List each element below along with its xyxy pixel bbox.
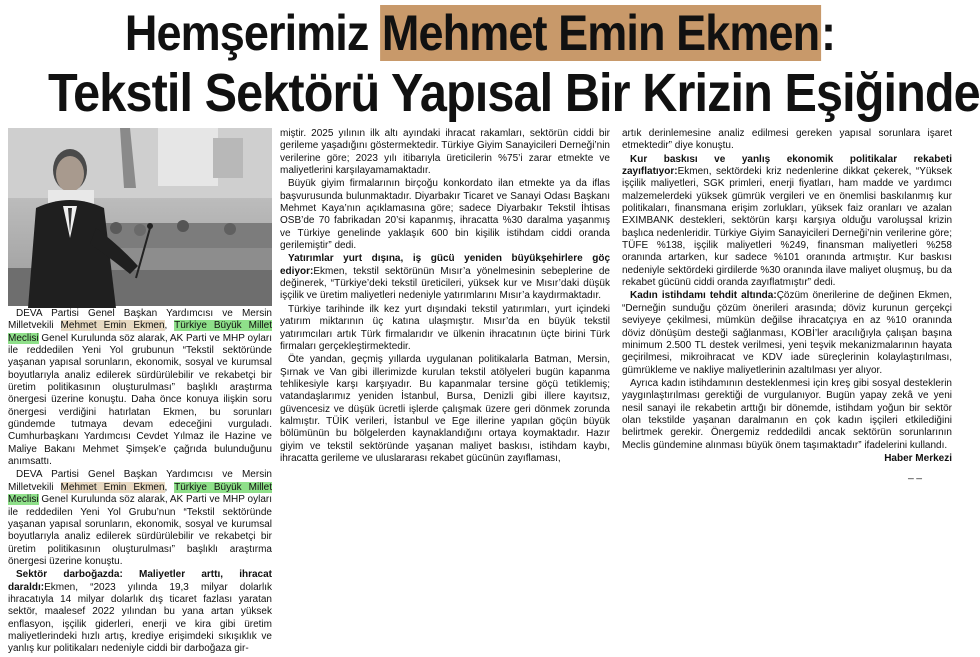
text: Ekmen, “2023 yılında 19,3 milyar dolarlık ihracatıyla 14 milyar dolarlık dış ticaret fazlası yaratan sektör, maalesef 2022 yılından bu yana artan yüksek enflasyon, işçilik giderleri, enerji ve kira gibi üretim maliyetlerindeki hızlı artış, krediye erişimdeki sıkışıklık ve yanlış kur politikaları nedeniyle ciddi bir darboğaza gir- — [8, 581, 272, 655]
paragraph: Büyük giyim firmalarının birçoğu konkordato ilan etmekte ya da iflas başvurusunda bulunmaktadır. Diyarbakır Ticaret ve Sanayi Odası Başkanı Mehmet Kaya’nın açıklamasına göre; sadece Diyarbakır Tekstil İhtisas OSB’de 70 fabrikadan 20’si kapanmış, ihracatta %30 daralma yaşanmış ve Türkiye genelinde yaklaşık 600 bin kişilik istihdam ciddi oranda gerilemiştir” dedi. — [280, 178, 610, 252]
headline-line-1 — [48, 5, 912, 61]
column-2 — [280, 128, 610, 466]
byline: Haber Merkezi — [884, 452, 952, 464]
subheading: Kur baskısı ve yanlış ekonomik politikalar rekabeti zayıflatıyor: — [622, 153, 952, 178]
text: Ekmen, sektördeki kriz nedenlerine dikkat çekerek, “Yüksek işçilik maliyetleri, SGK primleri, enerji fiyatları, ham madde ve yardımcı malzemelerdeki yüksek gümrük vergileri ve en önemlisi baskılanmış kur politikaları, finansmana erişim zorlukları, yüksek faiz oranları ve azalan EXIMBANK destekleri, sektörün karşı karşıya olduğu varoluşsal krizin başlıca nedenleridir. Türkiye Giyim Sanayicileri Derneği’nin verilerine göre; TÜFE %138, işçilik maliyetleri %249, finansman maliyetleri %258 oranında artarken, kur sadece %101 oranında artmıştır. Kur baskısı nedeniyle sektördeki girdilerde %30 oranında ilave maliyet oluşmuş, bu da rekabet gücünü ciddi oranda zayıflatmıştır” dedi. — [622, 166, 952, 289]
text: Genel Kurulunda söz alarak, AK Parti ve MHP oyları ile reddedilen Yeni Yol Grubu’nun “Tekstil sektöründe yaşanan yapısal sorunların, ekonomik, sosyal ve kurumsal boyutlarıyla analiz edilerek sürdürülebilir ve rekabetçi bir üretim politikasının oluşturulması” başlıklı araştırma önergesi üzerine konuştu. — [8, 494, 272, 567]
text: , — [164, 320, 175, 332]
headline-colon: : — [821, 5, 836, 61]
headline-highlighted-name: Mehmet Emin Ekmen — [381, 5, 820, 61]
text: Çözüm önerilerine de değinen Ekmen, “Derneğin sunduğu çözüm önerileri arasında; döviz kurunun gerçekçi seviyeye çekilmesi, mümkün değilse ihracatçıya en az %10 oranında döviz dönüşüm desteği sağlanması, KOBİ’ler aracılığıyla çalışan başına minimum 2.500 TL destek verilmesi, yeni teşvik mekanizmalarının hayata geçirilmesi, mikroihracat ve KDV iade süreçlerinin kolaylaştırılması, gümrükleme ve nakliye maliyetlerinin azaltılması yer alıyor. — [622, 290, 952, 376]
subheading: Yatırımlar yurt dışına, iş gücü yeniden büyükşehirlere göç ediyor: — [280, 253, 610, 277]
text: DEVA Partisi Genel Başkan Yardımcısı ve Mersin Milletvekili — [8, 469, 272, 493]
text: Genel Kurulunda söz alarak, AK Parti ve MHP oyları ile reddedilen Yeni Yol grubunun “Tekstil sektöründe yaşanan yapısal sorunların, ekonomik, sosyal ve kurumsal boyutlarıyla analiz edilerek sürdürülebilir ve rekabetçi bir üretim politikasının oluşturulması” başlıklı araştırma önergesi üzerine konuştu. Daha önce konuya ilişkin soru önergesi verdiğini hatırlatan Ekmen, bu sorunları gündemde tutmaya devam edeceğini vurguladı. Cumhurbaşkanı Yardımcısı Cevdet Yılmaz ile Hazine ve Maliye Bakanı Mehmet Şimşek’e çağrıda bulunduğunu anımsattı. — [8, 332, 272, 468]
subheading: Sektör darboğazda: Maliyetler arttı, ihracat daraldı: — [8, 569, 272, 593]
news-photo — [8, 128, 272, 306]
paragraph — [8, 569, 272, 655]
text: , — [164, 481, 175, 493]
paragraph: Türkiye tarihinde ilk kez yurt dışındaki tekstil yatırımları, yurt içindeki yatırım miktarının üç katına ulaşmıştır. Mısır’da en büyük tekstil yatırımcıları artık Türk firmalarıdır ve ülkenin ihracatının üçte birini Türk firmaları gerçekleştirmektedir. — [280, 303, 610, 352]
speaker-at-podium-image — [8, 128, 272, 306]
paragraph — [8, 469, 272, 568]
paragraph: Öte yandan, geçmiş yıllarda uygulanan politikalarla Batman, Mersin, Şırnak ve Van gibi illerimizde kurulan tekstil atölyeleri bugün kapanma tehlikesiyle karşı karşıyadır. Bu kapanmalar tersine göçü tetiklemiş; vatandaşlarımız yeniden İstanbul, Bursa, Denizli gibi illere kayıtsız, güvencesiz ve düşük ücretli işlerde çalışmak üzere geri dönmek zorunda kalmıştır. TÜİK verileri, İstanbul ve Ege illerine yapılan göçün büyük bölümünün bu bölgelerden kaynaklandığını ortaya koymaktadır. Hazır giyim ve tekstil sektöründe yaşanan maliyet baskısı, istihdam kaybı, ihracatta gerileme ve uluslararası rekabet gücünün zayıflaması, — [280, 354, 610, 464]
text: DEVA Partisi Genel Başkan Yardımcısı ve Mersin Milletvekili — [8, 308, 272, 332]
paragraph — [280, 253, 610, 302]
paragraph: artık derinlemesine analiz edilmesi gereken yapısal sorunlara işaret etmektedir” diye konuştu. — [622, 128, 952, 152]
paragraph — [8, 308, 272, 468]
paragraph: Ayrıca kadın istihdamının desteklenmesi için kreş gibi sosyal desteklerin yaygınlaştırılması gerektiği de vurgulanıyor. Bugün yapay zekâ ve yeni nesil sanayi ile rekabetin arttığı bir dönemde, istihdam yoğun bir sektör olan tekstilde yaşanan daralmanın en çok kadın işçileri etkilediğini belirtmek gerekir. Önergemiz reddedildi ancak sektörün sorunlarının Meclis gündemine alınması büyük önem taşımaktadır” ifadelerini kullandı. — [622, 377, 952, 451]
subheading: Kadın istihdamı tehdit altında: — [630, 290, 777, 302]
column-1 — [8, 308, 272, 657]
headline-line-2: Tekstil Sektörü Yapısal Bir Krizin Eşiğinde — [48, 63, 980, 123]
highlighted-name: Mehmet Emin Ekmen — [60, 481, 165, 493]
headline-prefix: Hemşerimiz — [124, 5, 381, 61]
highlighted-organization: Türkiye Büyük Millet Meclisi — [8, 320, 272, 344]
highlighted-organization: Türkiye Büyük Millet Meclisi — [8, 481, 272, 506]
highlighted-name: Mehmet Emin Ekmen — [60, 320, 165, 332]
end-mark: _ _ — [908, 469, 922, 481]
column-3 — [622, 128, 952, 482]
paragraph: miştir. 2025 yılının ilk altı ayındaki ihracat rakamları, sektörün ciddi bir gerileme yaşadığını göstermektedir. Türkiye Giyim Sanayicileri Derneği’nin verilerine göre; 2023 yılı itibarıyla üreticilerin %75’i zarar etmekte ve maliyetlerini karşılayamamaktadır. — [280, 128, 610, 177]
text: Ekmen, tekstil sektörünün Mısır’a yönelmesinin sebeplerine de değinerek, “Türkiye’deki tekstil üreticileri, yüksek kur ve Mısır’daki düşük işçilik ve üretim maliyetleri nedeniyle yatırımlarını Mısır’a kaydırmaktadır. — [280, 265, 610, 302]
paragraph — [622, 290, 952, 376]
paragraph — [622, 154, 952, 290]
